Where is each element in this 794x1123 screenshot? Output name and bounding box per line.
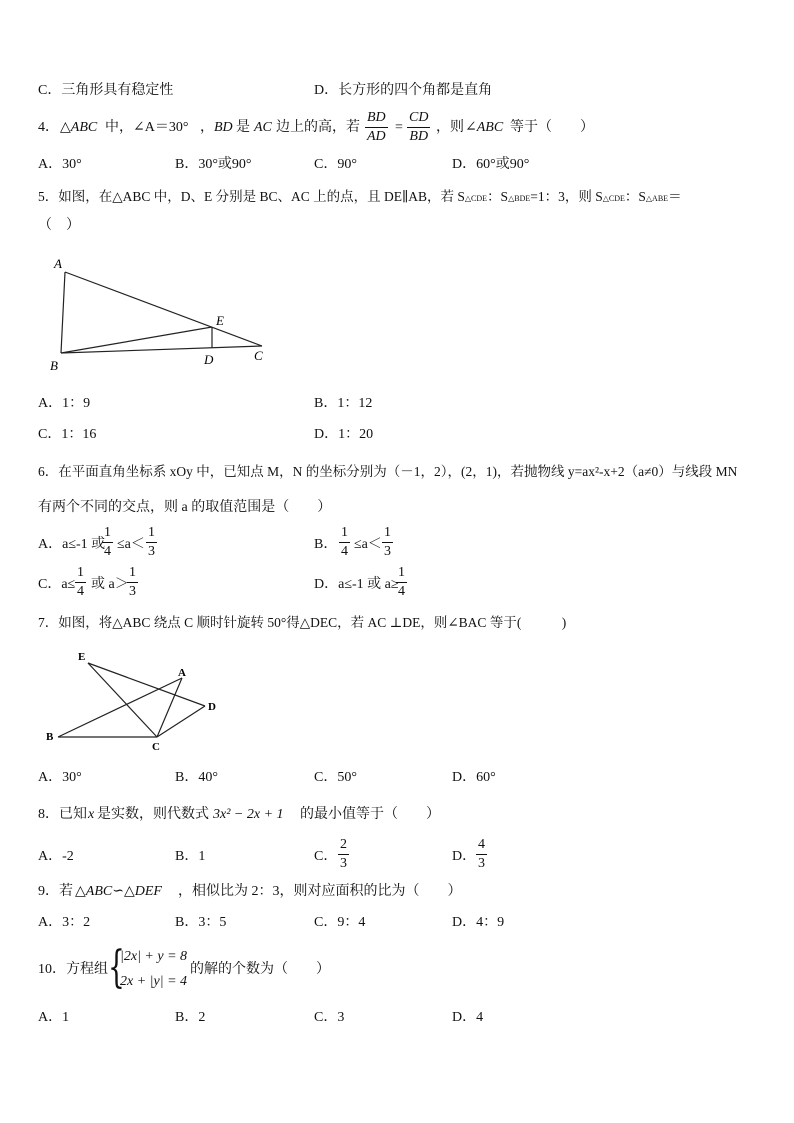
q5-option-a: A．1：9: [38, 396, 91, 411]
q10-equation-1: |2x| + y = 8: [120, 949, 188, 964]
q7-label-e: E: [78, 651, 86, 663]
q9-option-b: B．3：5: [175, 915, 227, 930]
q4-bd: BD: [214, 120, 233, 135]
q5-stem-line-2: （ ）: [38, 218, 80, 233]
q4-option-c: C．90°: [314, 157, 357, 172]
q4-number: 4．: [38, 120, 59, 135]
q9-option-a: A．3：2: [38, 915, 91, 930]
q5-label-e: E: [216, 313, 224, 328]
q4-ac: AC: [254, 120, 272, 135]
q5-label-a: A: [54, 256, 62, 271]
q4-option-b: B．30°或90°: [175, 157, 252, 172]
q7-stem: 7．如图，将△ABC 绕点 C 顺时针旋转 50°得△DEC，若 AC ⊥DE，则∠BAC 等于( ): [38, 615, 567, 630]
q9-similarity: △ABC∽△DEF: [75, 884, 162, 899]
q7-label-d: D: [208, 701, 216, 713]
q6-stem-line-1: 6．在平面直角坐标系 xOy 中，已知点 M，N 的坐标分别为（－1，2），(2，1)，若抛物线 y=ax²-x+2（a≠0）与线段 MN: [38, 464, 738, 479]
q7-option-a: A．30°: [38, 770, 82, 785]
q7-segment-ed: [88, 663, 205, 706]
q7-segment-ca: [157, 678, 182, 737]
q9-option-d: D．4：9: [452, 915, 505, 930]
q7-segment-ec: [88, 663, 157, 737]
q5-label-b: B: [50, 358, 58, 373]
q6-stem-line-2: 有两个不同的交点，则 a 的取值范围是（ ）: [38, 500, 332, 515]
q7-option-d: D．60°: [452, 770, 496, 785]
q4-text-2: ，: [200, 120, 214, 135]
q10-brace: {: [108, 942, 125, 993]
q10-equation-2: 2x + |y| = 4: [120, 974, 188, 989]
q4-equals: =: [395, 120, 403, 135]
q8-option-b: B．1: [175, 849, 206, 864]
q9-option-c: C．9：4: [314, 915, 366, 930]
q5-option-c: C．1：16: [38, 427, 97, 442]
q4-triangle: △ABC: [60, 120, 98, 135]
q4-text-3: 是: [236, 120, 250, 135]
q5-triangle-figure: [40, 250, 280, 375]
q3-option-c: C．三角形具有稳定性: [38, 83, 174, 98]
q5-option-d: D．1：20: [314, 427, 374, 442]
q4-option-a: A．30°: [38, 157, 82, 172]
q8-option-a: A．-2: [38, 849, 74, 864]
q10-option-a: A．1: [38, 1010, 70, 1025]
q4-angle-a: ∠A＝30°: [133, 120, 189, 135]
q8-expression: 3x² − 2x + 1: [213, 807, 284, 822]
q10-option-c: C．3: [314, 1010, 345, 1025]
q5-stem-line-1: 5．如图，在△ABC 中，D、E 分别是 BC、AC 上的点，且 DE∥AB，若 S△CDE：S△BDE=1：3，则 S△CDE：S△ABE＝: [38, 189, 682, 204]
q4-text-4: 边上的高，若: [276, 120, 360, 135]
q5-option-b: B．1：12: [314, 396, 373, 411]
q7-label-c: C: [152, 741, 160, 753]
q4-text-1: 中，: [105, 120, 133, 135]
q7-rotation-figure: [40, 648, 230, 758]
q7-option-b: B．40°: [175, 770, 218, 785]
q4-text-5: ，则: [436, 120, 464, 135]
q4-fraction-1: BD AD: [367, 110, 386, 144]
q7-label-b: B: [46, 731, 54, 743]
q5-segment-ab: [61, 272, 65, 353]
q10-option-d: D．4: [452, 1010, 484, 1025]
q4-option-d: D．60°或90°: [452, 157, 530, 172]
q7-segment-ba: [58, 678, 182, 737]
q5-label-d: D: [204, 352, 214, 367]
q4-fraction-2: CD BD: [409, 110, 429, 144]
q7-label-a: A: [178, 667, 186, 679]
q5-label-c: C: [254, 348, 263, 363]
q5-segment-bc: [61, 346, 262, 353]
q10-option-b: B．2: [175, 1010, 206, 1025]
q3-option-d: D．长方形的四个角都是直角: [314, 83, 493, 98]
q4-angle-abc: ∠ABC: [465, 120, 504, 135]
q7-option-c: C．50°: [314, 770, 357, 785]
q4-text-6: 等于（ ）: [510, 120, 594, 135]
